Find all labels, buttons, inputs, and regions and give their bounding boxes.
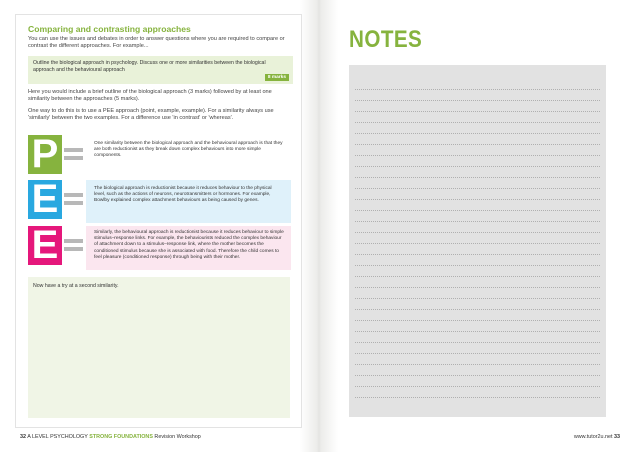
section-heading: Comparing and contrasting approaches xyxy=(28,24,191,34)
footer-right xyxy=(574,434,620,440)
pee-point-text: One similarity between the biological approach and the behavioural approach is that they are both reductionist as they break down complex behaviours into more simple components. xyxy=(94,141,283,159)
equals-icon xyxy=(64,239,83,253)
pee-point-box xyxy=(86,135,291,178)
note-rule-line xyxy=(355,276,600,277)
page-number-left: 32 xyxy=(20,434,26,440)
answer-area[interactable] xyxy=(28,277,290,418)
note-rule-line xyxy=(355,243,600,244)
pee-example-1-text: The biological approach is reductionist because it reduces behaviour to the physical level, such as the actions of neurons, neurotransmitters or hormones. For example, Bowlby explained complex attachment behaviours as being caused by genes. xyxy=(94,186,272,204)
page-number-right: 33 xyxy=(614,434,620,440)
pee-letter-example-1: E xyxy=(28,180,62,219)
exam-question-box xyxy=(28,56,293,84)
note-rule-line xyxy=(355,144,600,145)
note-rule-line xyxy=(355,232,600,233)
note-rule-line xyxy=(355,375,600,376)
note-rule-line xyxy=(355,177,600,178)
marks-badge: 8 marks xyxy=(265,74,289,81)
footer-url[interactable]: www.tutor2u.net xyxy=(573,434,613,440)
note-rule-line xyxy=(355,287,600,288)
note-rule-line xyxy=(355,89,600,90)
guidance-paragraph-2: One way to do this is to use a PEE approach (point, example, example). For a similarity always use 'similarly' between the two examples. For a difference use 'in contrast' or 'whereas'. xyxy=(28,108,274,122)
pee-letter-example-2: E xyxy=(28,226,62,265)
pee-example-2-text: Similarly, the behavioural approach is reductionist because it reduces behaviour to simple stimulus–response links. For example, the behaviourists reduced the complex behaviour of attachment down to a stimulus–response link, where the mother becomes the conditioned stimulus because she is associated with food. Therefore the child comes to feel pleasure (conditioned response) through being with their mother. xyxy=(94,230,284,260)
note-rule-line xyxy=(355,133,600,134)
note-rule-line xyxy=(355,364,600,365)
footer-workshop: Revision Workshop xyxy=(154,434,201,440)
note-rule-line xyxy=(355,155,600,156)
exam-question-text: Outline the biological approach in psychology. Discuss one or more similarities between the biological approach and the behavioural approach xyxy=(33,60,266,73)
note-rule-line xyxy=(355,100,600,101)
note-rule-line xyxy=(355,221,600,222)
page-gutter xyxy=(300,0,338,452)
note-rule-line xyxy=(355,166,600,167)
note-rule-line xyxy=(355,342,600,343)
note-rule-line xyxy=(355,386,600,387)
note-rule-line xyxy=(355,210,600,211)
note-rule-line xyxy=(355,298,600,299)
footer-left xyxy=(20,434,201,440)
note-rule-line xyxy=(355,199,600,200)
note-rule-line xyxy=(355,265,600,266)
note-rule-line xyxy=(355,331,600,332)
note-rule-line xyxy=(355,309,600,310)
note-rule-line xyxy=(355,122,600,123)
notes-title: NOTES xyxy=(349,26,423,53)
footer-series-strong: STRONG FOUNDATIONS xyxy=(89,434,153,440)
pee-letter-point: P xyxy=(28,135,62,174)
equals-icon xyxy=(64,148,83,162)
note-rule-line xyxy=(355,254,600,255)
note-rule-line xyxy=(355,188,600,189)
intro-text: You can use the issues and debates in order to answer questions where you are required to compare or contrast the different approaches. For example... xyxy=(28,36,285,50)
pee-example-2-box xyxy=(86,226,291,270)
guidance-paragraph-1: Here you would include a brief outline of the biological approach (3 marks) followed by at least one similarity between the approaches (5 marks). xyxy=(28,89,272,103)
equals-icon xyxy=(64,193,83,207)
note-rule-line xyxy=(355,320,600,321)
note-rule-line xyxy=(355,111,600,112)
notes-writing-area[interactable] xyxy=(349,65,606,417)
note-rule-line xyxy=(355,353,600,354)
footer-series: A LEVEL PSYCHOLOGY xyxy=(27,434,88,440)
answer-prompt: Now have a try at a second similarity. xyxy=(33,283,119,289)
note-rule-line xyxy=(355,397,600,398)
pee-example-1-box xyxy=(86,180,291,223)
